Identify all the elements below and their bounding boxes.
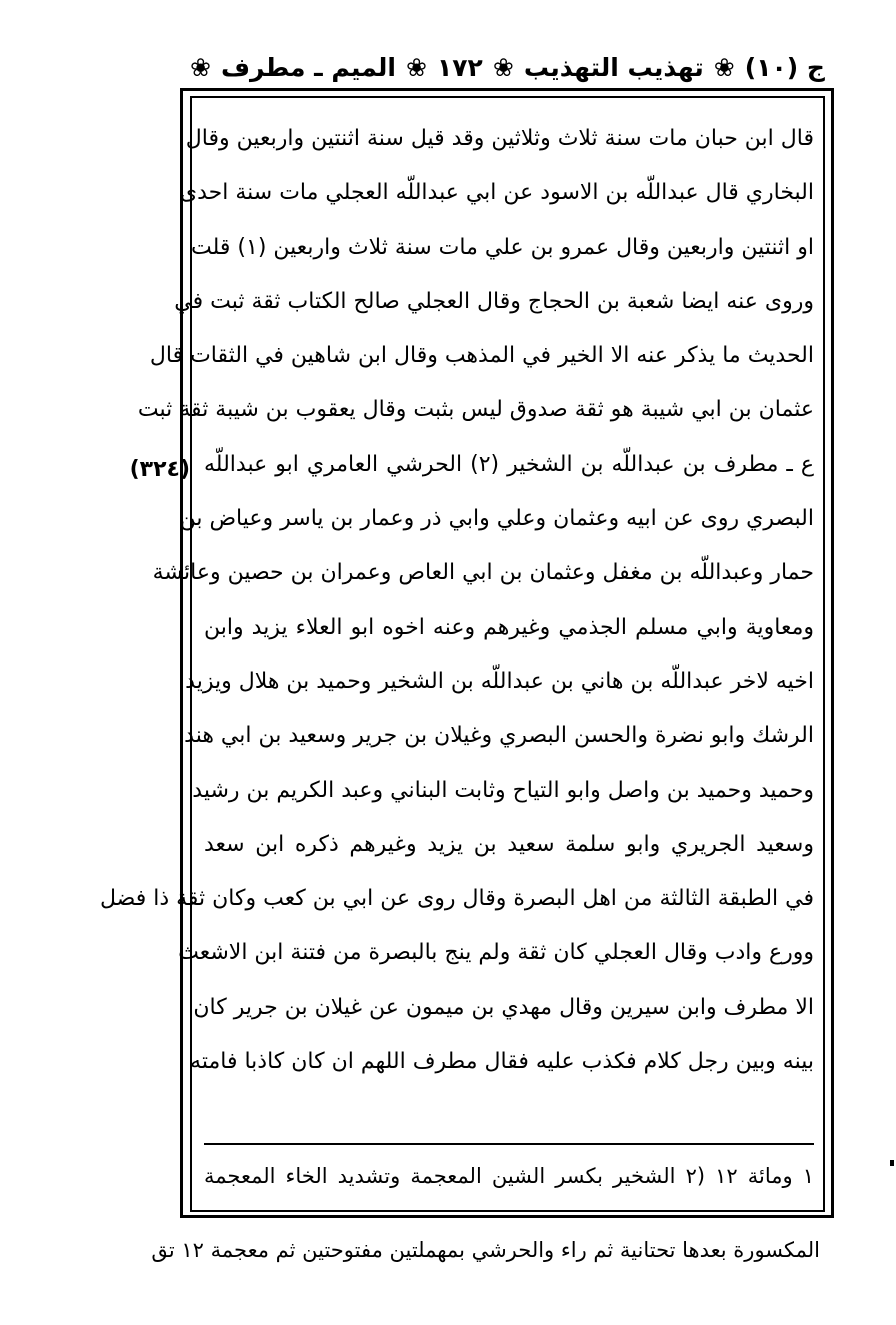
text-line: في الطبقة الثالثة من اهل البصرة وقال روى عن ابي بن كعب وكان ثقة ذا فضل (99, 886, 814, 912)
ornament-icon: ❀ (713, 53, 735, 82)
text-line: وورع وادب وقال العجلي كان ثقة ولم ينج بالبصرة من فتنة ابن الاشعث (178, 940, 814, 966)
text-line: او اثنتين واربعين وقال عمرو بن علي مات سنة ثلاث واربعين (١) قلت (191, 234, 814, 260)
ornament-icon: ❀ (190, 53, 211, 82)
scan-mark (890, 1160, 894, 1166)
text-line: الحديث ما يذكر عنه الا الخير في المذهب وقال ابن شاهين في الثقات قال (149, 343, 814, 369)
text-line: البخاري قال عبداللّه بن الاسود عن ابي عبداللّه العجلي مات سنة احدى (179, 180, 814, 206)
text-line: قال ابن حبان مات سنة ثلاث وثلاثين وقد قيل سنة اثنتين واربعين وقال (185, 126, 814, 151)
ornament-icon: ❀ (405, 53, 427, 82)
running-header (190, 48, 825, 88)
margin-entry-number: (٣٢٤) (129, 457, 190, 482)
text-line: بينه وبين رجل كلام فكذب عليه فقال مطرف اللهم ان كان كاذبا فامته (190, 1049, 814, 1075)
text-line: ع ـ مطرف بن عبداللّه بن الشخير (٢) الحرشي العامري ابو عبداللّه (204, 451, 814, 477)
text-line: حمار وعبداللّه بن مغفل وعثمان بن ابي العاص وعمران بن حصين وعائشة (152, 560, 814, 586)
book-title: تهذيب التهذيب (523, 53, 704, 82)
text-line: عثمان بن ابي شيبة هو ثقة صدوق ليس بثبت وقال يعقوب بن شيبة ثقة ثبت (137, 397, 814, 423)
section-label: الميم ـ مطرف (221, 53, 396, 82)
text-line: الرشك وابو نضرة والحسن البصري وغيلان بن جرير وسعيد بن ابي هند (184, 723, 814, 749)
text-line: الا مطرف وابن سيرين وقال مهدي بن ميمون عن غيلان بن جرير كان (193, 994, 814, 1020)
text-line: وروى عنه ايضا شعبة بن الحجاج وقال العجلي صالح الكتاب ثقة ثبت في (174, 288, 814, 314)
text-line: وحميد وحميد بن واصل وابو التياح وثابت البناني وعبد الكريم بن رشيد (192, 777, 814, 803)
footnote-divider (204, 1143, 814, 1145)
footnote-continuation: المكسورة بعدها تحتانية ثم راء والحرشي بمهملتين مفتوحتين ثم معجمة ١٢ تق (151, 1238, 820, 1262)
text-line: وسعيد الجريري وابو سلمة سعيد بن يزيد وغيرهم ذكره ابن سعد (204, 831, 814, 857)
text-line: البصري روى عن ابيه وعثمان وعلي وابي ذر وعمار بن ياسر وعياض بن (179, 506, 814, 532)
page-number: ١٧٢ (437, 53, 483, 82)
footnote: ١ ومائة ١٢ (٢ الشخير بكسر الشين المعجمة وتشديد الخاء المعجمة (204, 1164, 814, 1188)
ornament-icon: ❀ (492, 53, 514, 82)
text-line: اخيه لاخر عبداللّه بن هاني بن عبداللّه بن الشخير وحميد بن هلال ويزيد (185, 668, 814, 694)
text-line: ومعاوية وابي مسلم الجذمي وغيرهم وعنه اخوه ابو العلاء يزيد وابن (204, 614, 814, 640)
volume-label: ج (١٠) (744, 53, 825, 82)
